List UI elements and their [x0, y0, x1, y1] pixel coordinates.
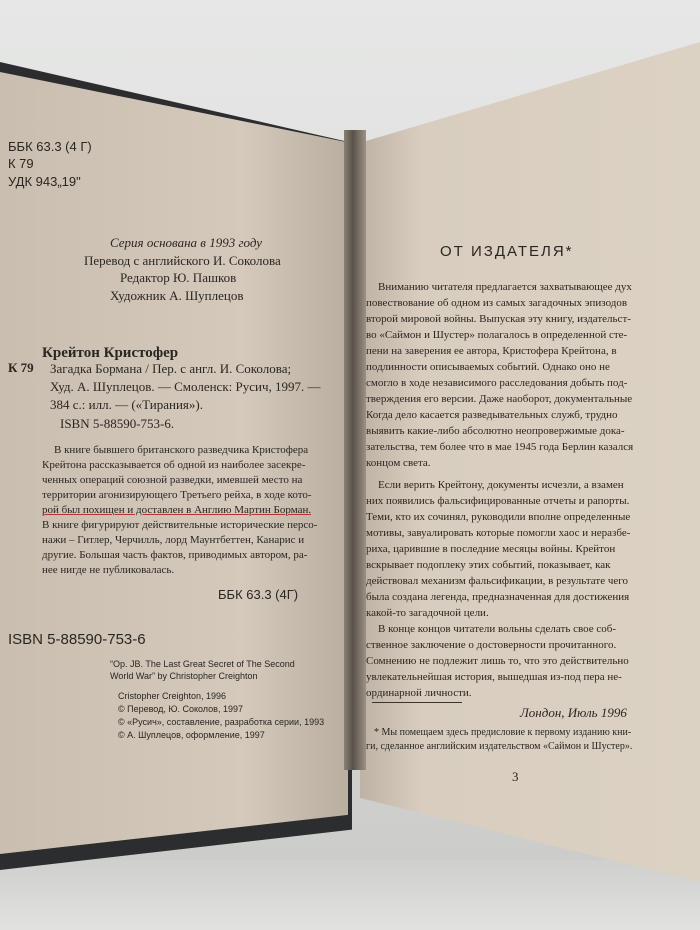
paragraph-line: действовал механизм фальсификации, в результате чего: [366, 575, 628, 587]
paragraph-line: смогло в ходе независимого расследования добыть под-: [366, 377, 628, 389]
catalog-line: ISBN 5-88590-753-6.: [60, 416, 175, 431]
annotation-line: ченных операций союзной разведки, имевшей место на: [42, 474, 303, 486]
series-credit: Перевод с английского И. Соколова: [84, 253, 281, 268]
annotation-line: Крейтона рассказывается об одной из наиболее засекре-: [42, 459, 306, 471]
paragraph-line: риха, царившие в последние месяцы войны. Крейтон: [366, 543, 616, 555]
copyright-line: © «Русич», составление, разработка серии, 1993: [118, 717, 325, 727]
classification-line: ББК 63.3 (4 Г): [8, 139, 92, 154]
annotation-line: территории агонизирующего Третьего рейха, в ходе кото-: [42, 489, 312, 501]
footnote-divider: [372, 702, 462, 703]
book-gutter: [344, 130, 366, 770]
paragraph-line: подлинности описываемых событий. Однако оно не: [366, 361, 610, 373]
series-credit: Редактор Ю. Пашков: [120, 270, 237, 285]
paragraph-line: Когда дело касается разведывательных служб, трудно: [366, 409, 618, 421]
catalog-line: Худ. А. Шуплецов. — Смоленск: Русич, 1997. —: [50, 379, 321, 394]
annotation-line: нажи – Гитлер, Черчилль, лорд Маунтбеттен, Канарис и: [42, 534, 305, 546]
page-heading: ОТ ИЗДАТЕЛЯ*: [440, 243, 574, 260]
copyright-line: © Перевод, Ю. Соколов, 1997: [118, 704, 243, 714]
paragraph-line: зательства, тем более что в мае 1945 года Берлин казался: [366, 441, 634, 453]
paragraph-line: выявить какие-либо абсолютно неопровержимые дока-: [366, 425, 625, 437]
annotation-line: нее нигде не публиковалась.: [42, 564, 175, 576]
catalog-code: К 79: [8, 360, 34, 375]
paragraph-line: повествование об одном из самых загадочных эпизодов: [366, 297, 628, 309]
paragraph-line: тверждения его версии. Даже наоборот, документальные: [366, 393, 633, 405]
classification-line: К 79: [8, 156, 34, 171]
paragraph-line: увлекательнейшая история, вышедшая из-под пера не-: [366, 671, 622, 683]
paragraph-line: В конце концов читатели вольны сделать свое соб-: [378, 623, 616, 635]
paragraph-line: Если верить Крейтону, документы исчезли, а взамен: [378, 479, 624, 491]
paragraph-line: во «Саймон и Шустер» полагалось в определенной сте-: [366, 329, 628, 341]
paragraph-line: мотивы, завуалировать которые помогли хаос и неразбе-: [366, 527, 631, 539]
series-credit: Серия основана в 1993 году: [110, 235, 263, 250]
paragraph-line: ственное заключение о достоверности прочитанного.: [366, 639, 617, 651]
paragraph-line: была создана легенда, предназначенная для достижения: [366, 591, 630, 603]
isbn: ISBN 5-88590-753-6: [8, 631, 146, 648]
classification-line: УДК 943„19": [8, 174, 81, 189]
paragraph-line: Вниманию читателя предлагается захватывающее дух: [378, 281, 632, 293]
page-number: 3: [512, 769, 519, 784]
paragraph-line: Сомнению не подлежит лишь то, что это действительно: [366, 655, 629, 667]
copyright-line: “Op. JB. The Last Great Secret of The Second: [110, 659, 295, 669]
copyright-line: © А. Шуплецов, оформление, 1997: [118, 730, 265, 740]
footnote-line: * Мы помещаем здесь предисловие к первому изданию кни-: [374, 727, 632, 738]
paragraph-line: ординарной личности.: [366, 687, 472, 699]
footnote-line: ги, сделанное английским издательством «Саймон и Шустер».: [366, 741, 633, 752]
annotation-line: другие. Большая часть фактов, приводимых автором, ра-: [42, 549, 308, 561]
paragraph-line: Теми, кто их сочинял, руководили вполне определенные: [366, 511, 631, 523]
bbk-code: ББК 63.3 (4Г): [218, 587, 299, 602]
annotation-line: В книге фигурируют действительные исторические персо-: [42, 519, 318, 531]
copyright-line: Cristopher Creighton, 1996: [118, 691, 227, 701]
paragraph-line: второй мировой войны. Выпуская эту книгу, издательст-: [366, 313, 631, 325]
table-surface: [0, 860, 700, 930]
catalog-line: 384 с.: илл. — («Тирания»).: [50, 397, 203, 412]
series-credit: Художник А. Шуплецов: [110, 288, 244, 303]
copyright-line: World War” by Christopher Creighton: [110, 671, 258, 681]
catalog-line: Загадка Бормана / Пер. с англ. И. Соколова;: [50, 361, 292, 376]
paragraph-line: них появились фальсифицированные отчеты и рапорты.: [366, 495, 630, 507]
paragraph-line: концом света.: [366, 457, 431, 469]
paragraph-line: какой-то загадочной цели.: [366, 607, 489, 619]
signature: Лондон, Июль 1996: [520, 705, 627, 720]
paragraph-line: пени на заверения ее автора, Кристофера Крейтона, в: [366, 345, 617, 357]
catalog-author: Крейтон Кристофер: [42, 345, 179, 361]
paragraph-line: вскрывает подоплеку этих событий, показывает, как: [366, 559, 611, 571]
annotation-line: В книге бывшего британского разведчика Кристофера: [54, 444, 309, 456]
annotation-line: рой был похищен и доставлен в Англию Мартин Борман.: [42, 504, 312, 516]
